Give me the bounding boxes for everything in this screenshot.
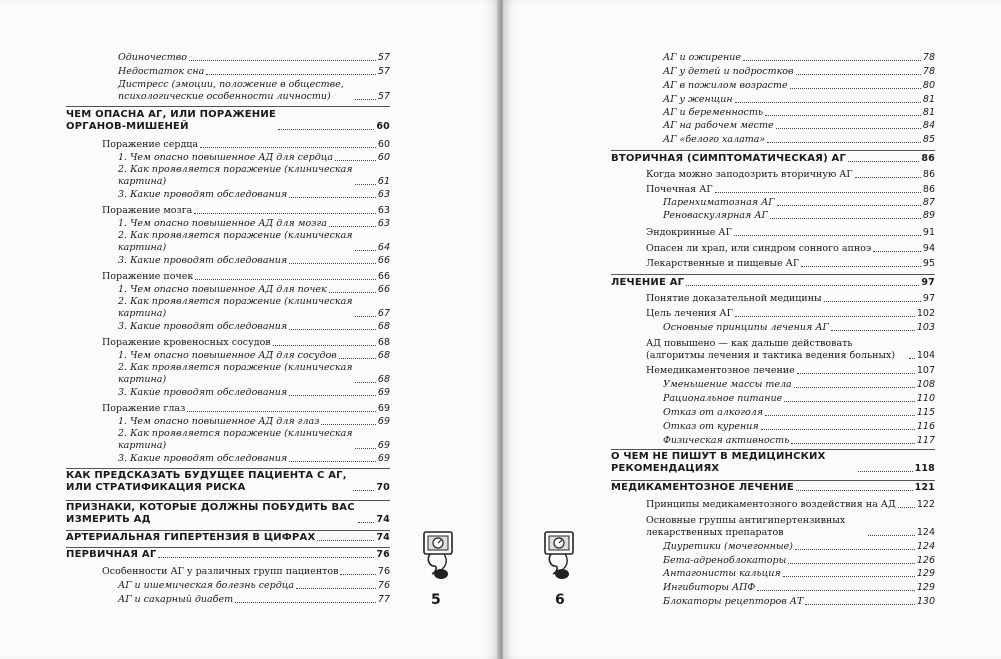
toc-entry: АГ в пожилом возрасте 80 [663,80,935,91]
page-number: 5 [431,592,441,608]
toc-entry: Недостаток сна 57 [118,66,390,77]
toc-entry: АГ «белого халата» 85 [663,134,935,145]
left-page [0,0,499,659]
toc-entry: 1. Чем опасно повышенное АД для глаз 69 [118,416,390,427]
toc-entry: Отказ от алкоголя 115 [663,407,935,418]
toc-entry: Поражение мозга 63 [102,205,390,216]
toc-entry: Одиночество 57 [118,52,390,63]
blood-pressure-monitor-icon [543,530,575,582]
toc-chapter: АРТЕРИАЛЬНАЯ ГИПЕРТЕНЗИЯ В ЦИФРАХ 74 [66,532,390,543]
toc-entry: 2. Как проявляется поражение (клиническая картина) 67 [118,296,390,319]
toc-entry: 1. Чем опасно повышенное АД для мозга 63 [118,218,390,229]
toc-chapter: ПЕРВИЧНАЯ АГ 76 [66,549,390,560]
toc-entry: Принципы медикаментозного воздействия на АД 122 [646,499,935,510]
toc-entry: Блокаторы рецепторов АТ 130 [663,596,935,607]
toc-chapter: ПРИЗНАКИ, КОТОРЫЕ ДОЛЖНЫ ПОБУДИТЬ ВАС ИЗМЕРИТЬ АД 74 [66,502,390,525]
toc-entry: Особенности АГ у различных групп пациентов 76 [102,566,390,577]
toc-entry: Эндокринные АГ 91 [646,227,935,238]
toc-entry: АГ на рабочем месте 84 [663,120,935,131]
toc-entry: Цель лечения АГ 102 [646,308,935,319]
toc-chapter: МЕДИКАМЕНТОЗНОЕ ЛЕЧЕНИЕ 121 [611,482,935,493]
toc-entry: Когда можно заподозрить вторичную АГ 86 [646,169,935,180]
toc-entry: Ингибиторы АПФ 129 [663,582,935,593]
toc-entry: Дистресс (эмоции, положение в обществе, психологические особенности личности) 57 [118,79,390,102]
toc-entry: Опасен ли храп, или синдром сонного апноэ 94 [646,243,935,254]
toc-entry: Антагонисты кальция 129 [663,568,935,579]
toc-entry: 3. Какие проводят обследования 66 [118,255,390,266]
toc-entry: 2. Как проявляется поражение (клиническая картина) 68 [118,362,390,385]
toc-entry: Реноваскулярная АГ 89 [663,210,935,221]
right-page [503,0,1001,659]
toc-entry: 3. Какие проводят обследования 69 [118,453,390,464]
toc-chapter: ЛЕЧЕНИЕ АГ 97 [611,277,935,288]
toc-entry: АГ и ишемическая болезнь сердца 76 [118,580,390,591]
toc-entry: 1. Чем опасно повышенное АД для сердца 60 [118,152,390,163]
toc-entry: 1. Чем опасно повышенное АД для почек 66 [118,284,390,295]
toc-entry: АГ у детей и подростков 78 [663,66,935,77]
toc-entry: Поражение почек 66 [102,271,390,282]
toc-entry: Рациональное питание 110 [663,393,935,404]
toc-entry: АД повышено — как дальше действовать (алгоритмы лечения и тактика ведения больных) 104 [646,338,935,361]
toc-entry: АГ и сахарный диабет 77 [118,594,390,605]
toc-entry: Паренхиматозная АГ 87 [663,197,935,208]
toc-entry: 3. Какие проводят обследования 68 [118,321,390,332]
toc-entry: Лекарственные и пищевые АГ 95 [646,258,935,269]
toc-entry: 2. Как проявляется поражение (клиническая картина) 69 [118,428,390,451]
toc-entry: 3. Какие проводят обследования 69 [118,387,390,398]
toc-entry: Поражение кровеносных сосудов 68 [102,337,390,348]
toc-entry: 2. Как проявляется поражение (клиническая картина) 61 [118,164,390,187]
toc-chapter: О ЧЕМ НЕ ПИШУТ В МЕДИЦИНСКИХ РЕКОМЕНДАЦИЯХ 118 [611,451,935,474]
toc-entry: АГ и беременность 81 [663,107,935,118]
toc-entry: Основные принципы лечения АГ 103 [663,322,935,333]
toc-chapter: ЧЕМ ОПАСНА АГ, ИЛИ ПОРАЖЕНИЕ ОРГАНОВ-МИШЕНЕЙ 60 [66,109,390,132]
page-number: 6 [555,592,565,608]
toc-entry: АГ и ожирение 78 [663,52,935,63]
right-toc [503,0,1001,659]
blood-pressure-monitor-icon [422,530,454,582]
toc-entry: АГ у женщин 81 [663,94,935,105]
toc-entry: Бета-адреноблокаторы 126 [663,555,935,566]
toc-entry: 1. Чем опасно повышенное АД для сосудов 68 [118,350,390,361]
toc-entry: Диуретики (мочегонные) 124 [663,541,935,552]
toc-entry: Поражение глаз 69 [102,403,390,414]
toc-entry: 2. Как проявляется поражение (клиническая картина) 64 [118,230,390,253]
toc-entry: Немедикаментозное лечение 107 [646,365,935,376]
toc-entry: Поражение сердца 60 [102,139,390,150]
toc-chapter: ВТОРИЧНАЯ (СИМПТОМАТИЧЕСКАЯ) АГ 86 [611,153,935,164]
toc-entry: Уменьшение массы тела 108 [663,379,935,390]
toc-entry: 3. Какие проводят обследования 63 [118,189,390,200]
toc-entry: Понятие доказательной медицины 97 [646,293,935,304]
toc-entry: Основные группы антигипертензивных лекарственных препаратов 124 [646,515,935,538]
toc-entry: Физическая активность 117 [663,435,935,446]
toc-chapter: КАК ПРЕДСКАЗАТЬ БУДУЩЕЕ ПАЦИЕНТА С АГ, ИЛИ СТРАТИФИКАЦИЯ РИСКА 70 [66,470,390,493]
toc-entry: Отказ от курения 116 [663,421,935,432]
toc-entry: Почечная АГ 86 [646,184,935,195]
